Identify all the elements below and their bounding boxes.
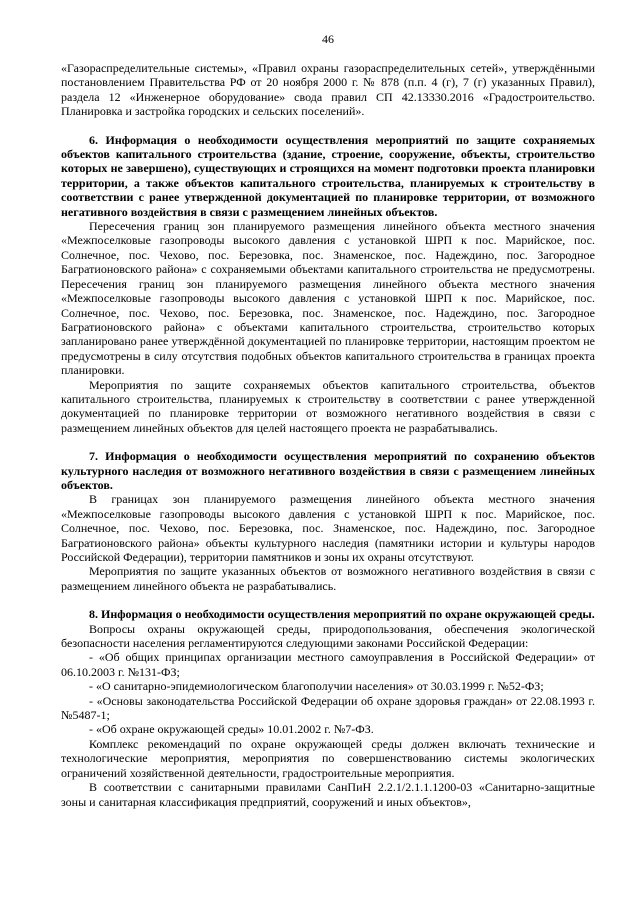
section-7-heading: 7. Информация о необходимости осуществления мероприятий по сохранению объектов культурного наследия от возможного негативного воздействия в связи с размещением линейных объектов. (61, 449, 595, 492)
section-6-paragraph-1: Пересечения границ зон планируемого размещения линейного объекта местного значения «Межпоселковые газопроводы высокого давления с установкой ШРП к пос. Марийское, пос. Солнечное, пос. Чехово, пос. Березовка, пос. Знаменское, пос. Надеждино, пос. Загородное Багратионовского района» с сохраняемыми объектами капитального строительства не предусмотрены. Пересечения границ зон планируемого размещения линейного объекта местного значения «Межпоселковые газопроводы высокого давления с установкой ШРП к пос. Марийское, пос. Солнечное, пос. Чехово, пос. Березовка, пос. Знаменское, пос. Надеждино, пос. Загородное Багратионовского района» с объектами капитального строительства, строительство которых запланировано ранее утверждённой документацией по планировке территории, настоящим проектом не предусмотрены в силу отсутствия подобных объектов капитального строительства в границах проекта планировки. (61, 219, 595, 378)
spacer (61, 119, 595, 133)
spacer (61, 435, 595, 449)
section-8-paragraph-3: В соответствии с санитарными правилами СанПиН 2.2.1/2.1.1.1200-03 «Санитарно-защитные зоны и санитарная классификация предприятий, сооружений и иных объектов», (61, 780, 595, 809)
section-8-paragraph-2: Комплекс рекомендаций по охране окружающей среды должен включать технические и технологические мероприятия, мероприятия по совершенствованию системы экологических ограничений хозяйственной деятельности, градостроительные мероприятия. (61, 736, 595, 780)
law-list-item: - «О санитарно-эпидемиологическом благополучии населения» от 30.03.1999 г. №52-ФЗ; (89, 679, 544, 694)
document-page (61, 32, 595, 809)
intro-paragraph: «Газораспределительные системы», «Правил охраны газораспределительных сетей», утверждёнными постановлением Правительства РФ от 20 ноября 2000 г. № 878 (п.п. 4 (г), 7 (г) указанных Правил), раздела 12 «Инженерное оборудование» свода правил СП 42.13330.2016 «Градостроительство. Планировка и застройка городских и сельских поселений». (61, 61, 595, 119)
section-6-heading: 6. Информация о необходимости осуществления мероприятий по защите сохраняемых объектов капитального строительства (здание, строение, сооружение, объекты, строительство которых не завершено), существующих и строящихся на момент подготовки проекта планировки территории, а также объектов капитального строительства, планируемых к строительству в соответствии с ранее утвержденной документацией по планировке территории, от возможного негативного воздействия в связи с размещением линейных объектов. (61, 132, 595, 219)
spacer (61, 593, 595, 607)
section-8-heading: 8. Информация о необходимости осуществления мероприятий по охране окружающей среды. (89, 607, 595, 622)
page-number: 46 (322, 32, 334, 46)
section-7-paragraph-1: В границах зон планируемого размещения линейного объекта местного значения «Межпоселковые газопроводы высокого давления с установкой ШРП к пос. Марийское, пос. Солнечное, пос. Чехово, пос. Березовка, пос. Знаменское, пос. Надеждино, пос. Загородное Багратионовского района» объекты культурного наследия (памятники истории и культуры народов Российской Федерации), территории памятников и зоны их охраны отсутствуют. (61, 492, 595, 564)
section-8-paragraph-1: Вопросы охраны окружающей среды, природопользования, обеспечения экологической безопасности населения регламентируются следующими законами Российской Федерации: (61, 621, 595, 651)
law-list-item: - «Об охране окружающей среды» 10.01.2002 г. №7-ФЗ. (89, 722, 374, 737)
law-list-item: - «Об общих принципах организации местного самоуправления в Российской Федерации» от 06.10.2003 г. №131-ФЗ; (61, 650, 595, 679)
section-6-paragraph-2: Мероприятия по защите сохраняемых объектов капитального строительства, объектов капитального строительства, планируемых к строительству в соответствии с ранее утвержденной документацией по планировке территории от возможного негативного воздействия в связи с размещением линейных объектов для целей настоящего проекта не разрабатывались. (61, 377, 595, 435)
section-7-paragraph-2: Мероприятия по защите указанных объектов от возможного негативного воздействия в связи с размещением линейного объекта не разрабатывались. (61, 564, 595, 593)
law-list-item: - «Основы законодательства Российской Федерации об охране здоровья граждан» от 22.08.1993 г. №5487-1; (61, 693, 595, 723)
